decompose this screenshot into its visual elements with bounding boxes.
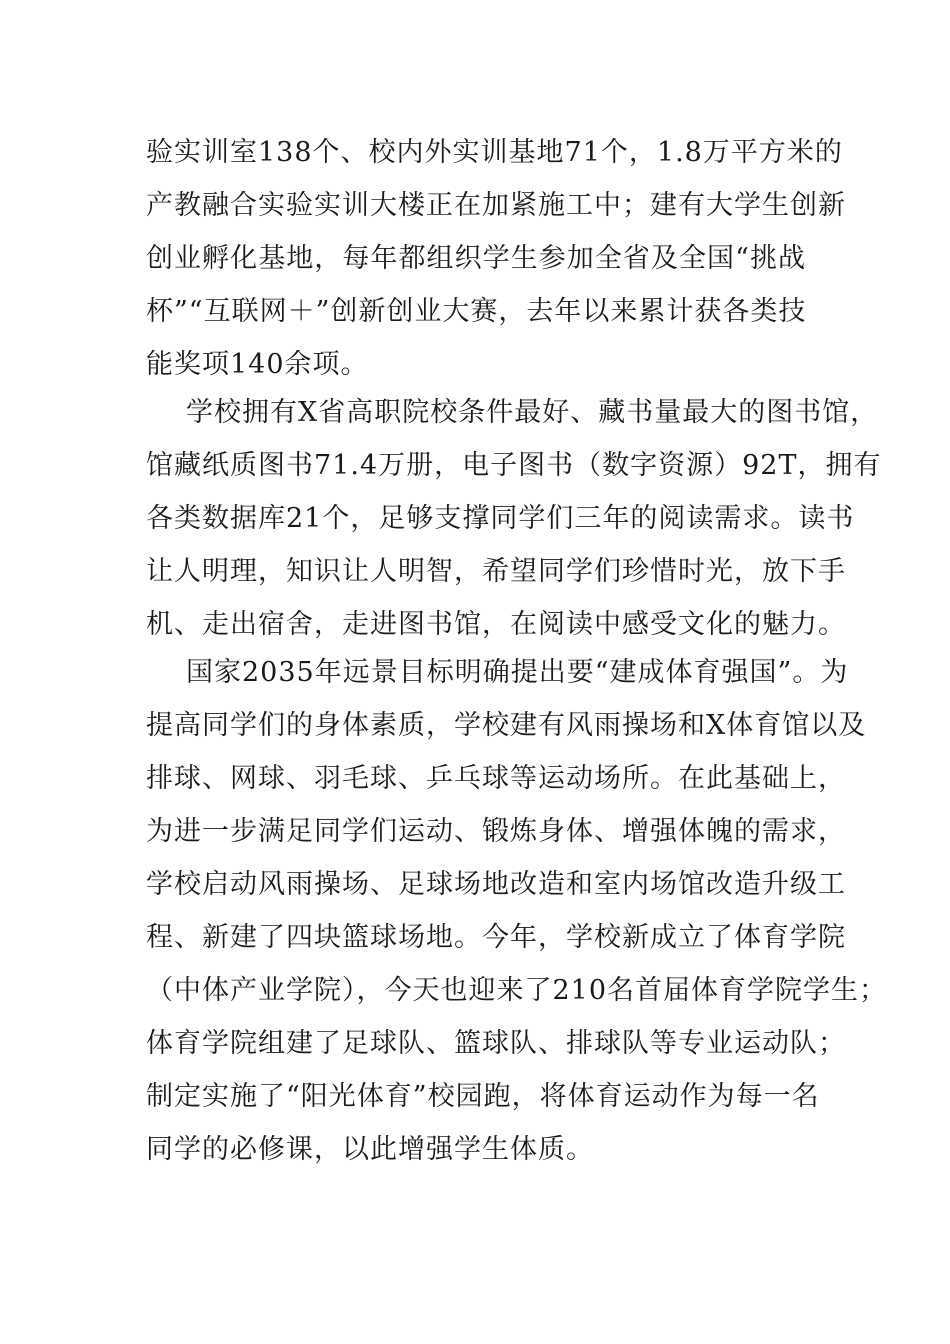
text-line: 为进一步满足同学们运动、锻炼身体、增强体魄的需求， bbox=[146, 816, 846, 847]
text-line: 能奖项140余项。 bbox=[146, 349, 369, 380]
text-line: 各类数据库21个，足够支撑同学们三年的阅读需求。读书 bbox=[146, 503, 855, 534]
text-line: 机、走出宿舍，走进图书馆，在阅读中感受文化的魅力。 bbox=[146, 609, 846, 640]
text-line: 程、新建了四块篮球场地。今年，学校新成立了体育学院 bbox=[146, 922, 846, 953]
text-line: 让人明理，知识让人明智，希望同学们珍惜时光，放下手 bbox=[146, 556, 846, 587]
text-line: 排球、网球、羽毛球、乒乓球等运动场所。在此基础上， bbox=[146, 763, 846, 794]
text-line: 同学的必修课，以此增强学生体质。 bbox=[146, 1134, 594, 1165]
text-line: 国家2035年远景目标明确提出要“建成体育强国”。为 bbox=[186, 657, 849, 688]
text-line: 提高同学们的身体素质，学校建有风雨操场和X体育馆以及 bbox=[146, 710, 867, 741]
paragraph-training-facilities bbox=[146, 126, 846, 391]
text-line: 验实训室138个、校内外实训基地71个，1.8万平方米的 bbox=[146, 137, 843, 168]
paragraph-library bbox=[146, 386, 882, 651]
text-line: 馆藏纸质图书71.4万册，电子图书（数字资源）92T，拥有 bbox=[146, 450, 882, 481]
text-line: 杯”“互联网＋”创新创业大赛，去年以来累计获各类技 bbox=[146, 296, 807, 327]
text-line: （中体产业学院），今天也迎来了210名首届体育学院学生； bbox=[146, 975, 888, 1006]
text-line: 体育学院组建了足球队、篮球队、排球队等专业运动队； bbox=[146, 1028, 846, 1059]
text-line: 产教融合实验实训大楼正在加紧施工中；建有大学生创新 bbox=[146, 190, 846, 221]
text-line: 制定实施了“阳光体育”校园跑，将体育运动作为每一名 bbox=[146, 1081, 820, 1112]
text-line: 学校拥有X省高职院校条件最好、藏书量最大的图书馆， bbox=[186, 397, 879, 428]
paragraph-sports bbox=[146, 646, 888, 1176]
text-line: 学校启动风雨操场、足球场地改造和室内场馆改造升级工 bbox=[146, 869, 846, 900]
text-line: 创业孵化基地，每年都组织学生参加全省及全国“挑战 bbox=[146, 243, 806, 274]
